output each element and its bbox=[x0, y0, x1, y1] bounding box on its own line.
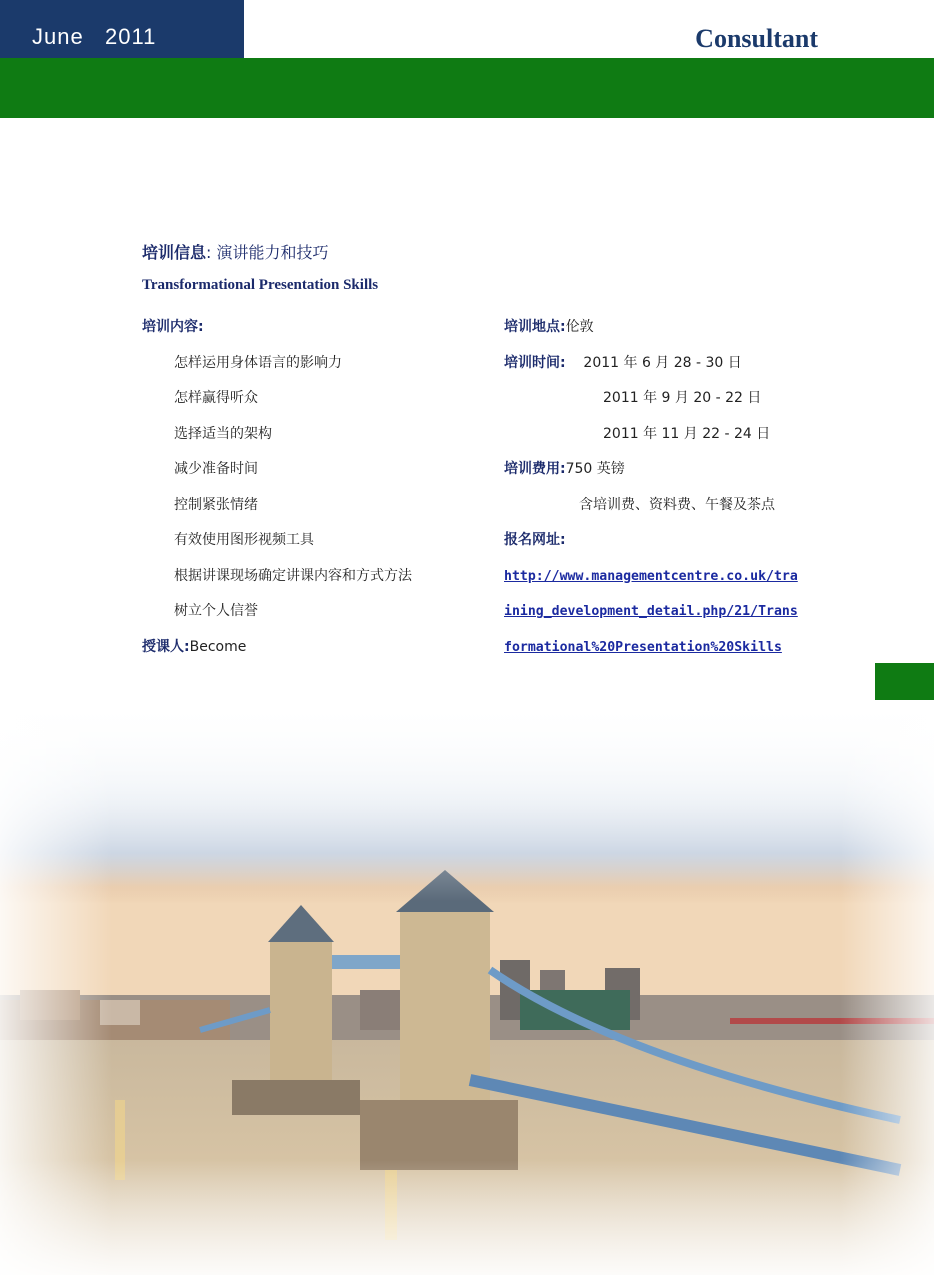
location-label: 培训地点: bbox=[504, 319, 566, 335]
fee-row bbox=[504, 460, 834, 496]
instructor-row bbox=[142, 638, 482, 674]
training-date: 2011 年 6 月 28 - 30 日 bbox=[583, 354, 742, 371]
fee-note: 含培训费、资料费、午餐及茶点 bbox=[579, 496, 775, 513]
tower-bridge-illustration bbox=[0, 700, 934, 1275]
signup-url-line bbox=[504, 567, 834, 603]
section-title-text: : 演讲能力和技巧 bbox=[206, 243, 329, 262]
issue-date: June 2011 bbox=[32, 24, 157, 49]
training-date: 2011 年 11 月 22 - 24 日 bbox=[603, 425, 771, 442]
section-subtitle: Transformational Presentation Skills bbox=[142, 277, 379, 293]
fee-label: 培训费用: bbox=[504, 461, 566, 477]
location-value: 伦敦 bbox=[565, 319, 594, 335]
signup-label: 报名网址: bbox=[504, 532, 566, 548]
instructor-name: Become bbox=[189, 638, 247, 655]
magazine-title: Consultant bbox=[695, 24, 818, 53]
tower-bridge-photo bbox=[0, 700, 934, 1275]
section-title-label: 培训信息 bbox=[142, 243, 207, 262]
content-item: 根据讲课现场确定讲课内容和方式方法 bbox=[174, 567, 412, 584]
content-item: 怎样赢得听众 bbox=[174, 390, 258, 406]
content-item: 有效使用图形视频工具 bbox=[174, 532, 314, 548]
content-item: 树立个人信誉 bbox=[174, 603, 258, 619]
training-details-column bbox=[504, 318, 834, 673]
header-green-bar bbox=[0, 58, 934, 118]
content-item: 选择适当的架构 bbox=[174, 425, 272, 442]
signup-url-link[interactable]: http://www.managementcentre.co.uk/tra bbox=[504, 568, 798, 584]
content-item: 怎样运用身体语言的影响力 bbox=[174, 354, 342, 371]
signup-url-link[interactable]: ining_development_detail.php/21/Trans bbox=[504, 604, 798, 619]
content-item: 减少准备时间 bbox=[174, 461, 258, 477]
instructor-label: 授课人: bbox=[142, 638, 190, 655]
signup-url-line bbox=[504, 602, 834, 638]
content-label: 培训内容: bbox=[142, 319, 204, 335]
training-content-column bbox=[142, 318, 482, 673]
time-label: 培训时间: bbox=[504, 354, 566, 371]
signup-url-link[interactable]: formational%20Presentation%20Skills bbox=[504, 639, 782, 655]
header-date-box bbox=[0, 0, 244, 58]
section-title bbox=[142, 240, 329, 263]
location-row bbox=[504, 318, 834, 354]
training-date: 2011 年 9 月 20 - 22 日 bbox=[603, 390, 762, 406]
signup-url-line bbox=[504, 638, 834, 674]
time-row bbox=[504, 354, 834, 390]
fee-value: 750 英镑 bbox=[565, 461, 625, 477]
content-item: 控制紧张情绪 bbox=[174, 496, 258, 513]
